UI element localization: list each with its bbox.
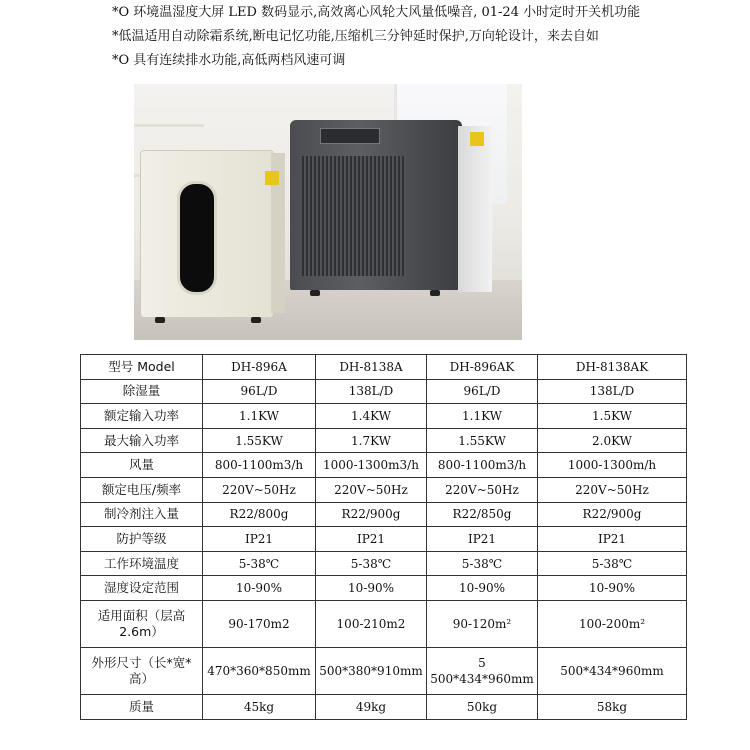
table-cell: 1000-1300m/h xyxy=(538,453,687,478)
table-cell: 10-90% xyxy=(203,576,316,601)
dehumidifier-dark-unit xyxy=(290,120,462,290)
table-cell: 58kg xyxy=(538,695,687,720)
table-cell: 5 500*434*960mm xyxy=(427,648,538,695)
table-cell: 49kg xyxy=(316,695,427,720)
led-display-panel xyxy=(320,128,380,144)
row-label: 防护等级 xyxy=(81,527,203,552)
feature-line: *低温适用自动除霜系统,断电记忆功能,压缩机三分钟延时保护,万向轮设计，来去自如 xyxy=(112,29,599,44)
table-cell: 1.55KW xyxy=(203,428,316,453)
row-label: 最大输入功率 xyxy=(81,428,203,453)
table-row xyxy=(81,477,687,502)
product-photo xyxy=(134,84,522,340)
table-cell: IP21 xyxy=(427,527,538,552)
table-cell: 800-1100m3/h xyxy=(203,453,316,478)
table-cell: 220V~50Hz xyxy=(538,477,687,502)
table-row xyxy=(81,600,687,647)
table-cell: 1000-1300m3/h xyxy=(316,453,427,478)
spec-table xyxy=(80,354,687,720)
row-label: 质量 xyxy=(81,695,203,720)
row-label: 型号 Model xyxy=(81,355,203,380)
table-cell: 5-38℃ xyxy=(316,551,427,576)
air-grill xyxy=(302,156,406,276)
spec-table-body xyxy=(81,355,687,720)
feature-list xyxy=(112,0,742,73)
table-row xyxy=(81,527,687,552)
row-label: 工作环境温度 xyxy=(81,551,203,576)
table-cell: 45kg xyxy=(203,695,316,720)
warning-label xyxy=(265,171,279,185)
table-cell: R22/850g xyxy=(427,502,538,527)
table-cell: 90-170m2 xyxy=(203,600,316,647)
table-cell: 220V~50Hz xyxy=(203,477,316,502)
table-cell: 96L/D xyxy=(427,379,538,404)
row-label: 风量 xyxy=(81,453,203,478)
wheel-icon xyxy=(251,317,261,323)
unit-side-panel xyxy=(458,126,492,292)
table-cell: 220V~50Hz xyxy=(316,477,427,502)
wheel-icon xyxy=(155,317,165,323)
table-cell: 220V~50Hz xyxy=(427,477,538,502)
table-cell: 1.5KW xyxy=(538,404,687,429)
table-cell: IP21 xyxy=(203,527,316,552)
table-cell: IP21 xyxy=(316,527,427,552)
table-cell: 10-90% xyxy=(538,576,687,601)
table-cell: DH-8138AK xyxy=(538,355,687,380)
table-row xyxy=(81,695,687,720)
table-cell: 470*360*850mm xyxy=(203,648,316,695)
table-cell: R22/900g xyxy=(316,502,427,527)
table-cell: 1.55KW xyxy=(427,428,538,453)
row-label: 除湿量 xyxy=(81,379,203,404)
table-cell: 96L/D xyxy=(203,379,316,404)
table-cell: 138L/D xyxy=(538,379,687,404)
table-cell: 1.7KW xyxy=(316,428,427,453)
table-cell: 500*434*960mm xyxy=(538,648,687,695)
table-row xyxy=(81,355,687,380)
dehumidifier-white-unit xyxy=(140,150,274,318)
warning-label xyxy=(470,132,484,146)
table-cell: 100-200m² xyxy=(538,600,687,647)
table-row xyxy=(81,428,687,453)
table-cell: 1.1KW xyxy=(203,404,316,429)
table-row xyxy=(81,379,687,404)
table-cell: 1.1KW xyxy=(427,404,538,429)
table-row xyxy=(81,648,687,695)
table-cell: 2.0KW xyxy=(538,428,687,453)
row-label: 制冷剂注入量 xyxy=(81,502,203,527)
background-shelf xyxy=(134,124,204,127)
table-cell: 5-38℃ xyxy=(538,551,687,576)
air-outlet-window xyxy=(177,181,217,295)
table-cell: R22/900g xyxy=(538,502,687,527)
table-cell: 100-210m2 xyxy=(316,600,427,647)
table-cell: 800-1100m3/h xyxy=(427,453,538,478)
table-cell: 50kg xyxy=(427,695,538,720)
feature-line: *O 环境温湿度大屏 LED 数码显示,高效离心风轮大风量低噪音, 01-24 小时定时开关机功能 xyxy=(112,5,641,20)
table-cell: DH-896A xyxy=(203,355,316,380)
table-cell: IP21 xyxy=(538,527,687,552)
table-row xyxy=(81,576,687,601)
table-cell: 10-90% xyxy=(427,576,538,601)
row-label: 额定电压/频率 xyxy=(81,477,203,502)
table-cell: 10-90% xyxy=(316,576,427,601)
row-label: 适用面积（层高 2.6m） xyxy=(81,600,203,647)
table-cell: R22/800g xyxy=(203,502,316,527)
row-label: 外形尺寸（长*宽*高） xyxy=(81,648,203,695)
feature-line: *O 具有连续排水功能,高低两档风速可调 xyxy=(112,53,346,68)
table-cell: 138L/D xyxy=(316,379,427,404)
table-row xyxy=(81,551,687,576)
table-row xyxy=(81,453,687,478)
table-row xyxy=(81,502,687,527)
table-row xyxy=(81,404,687,429)
table-cell: 90-120m² xyxy=(427,600,538,647)
wheel-icon xyxy=(430,290,440,296)
table-cell: DH-896AK xyxy=(427,355,538,380)
table-cell: 1.4KW xyxy=(316,404,427,429)
table-cell: 500*380*910mm xyxy=(316,648,427,695)
table-cell: DH-8138A xyxy=(316,355,427,380)
wheel-icon xyxy=(310,290,320,296)
row-label: 湿度设定范围 xyxy=(81,576,203,601)
table-cell: 5-38℃ xyxy=(203,551,316,576)
row-label: 额定输入功率 xyxy=(81,404,203,429)
table-cell: 5-38℃ xyxy=(427,551,538,576)
